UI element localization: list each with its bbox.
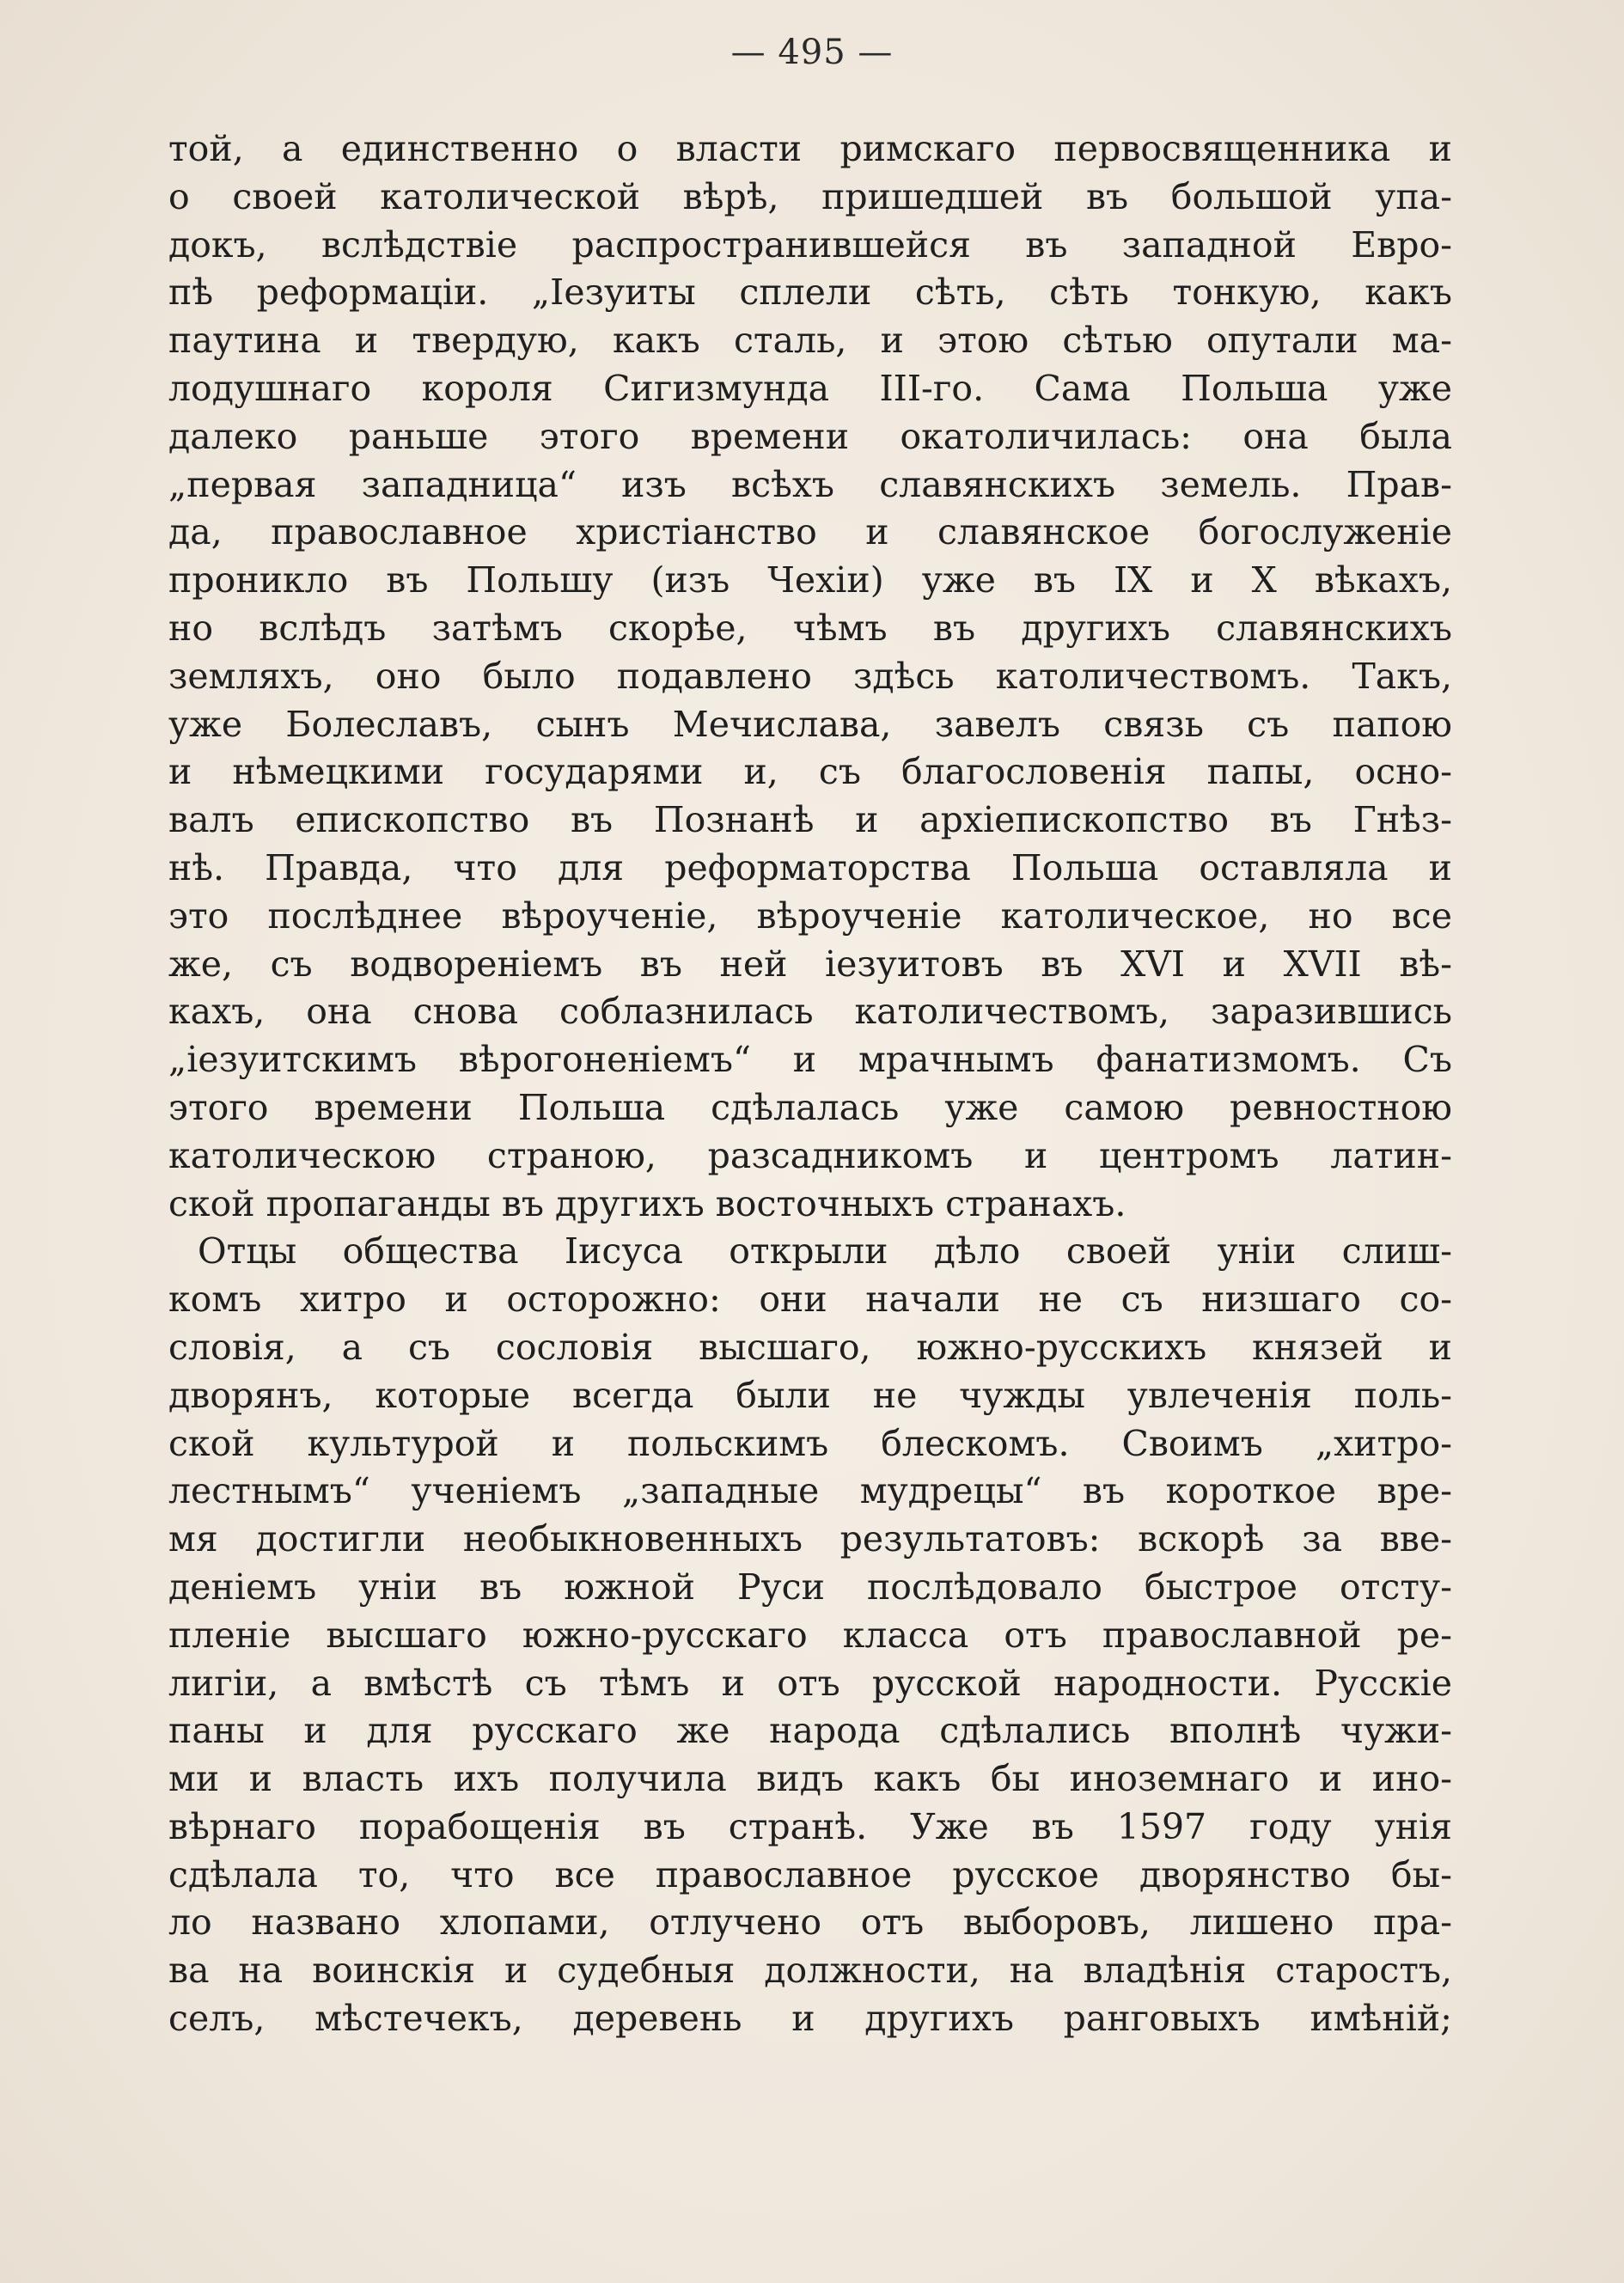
text-line: ми и власть ихъ получила видъ какъ бы иноземнаго и ино- bbox=[168, 1758, 1452, 1800]
text-line: пѣ реформаціи. „Іезуиты сплели сѣть, сѣть тонкую, какъ bbox=[168, 272, 1452, 314]
text-line: католическою страною, разсадникомъ и центромъ латин- bbox=[168, 1134, 1452, 1176]
text-line: валъ епископство въ Познанѣ и архіепископство въ Гнѣз- bbox=[168, 799, 1452, 841]
text-line: ской культурой и польскимъ блескомъ. Своимъ „хитро- bbox=[168, 1422, 1452, 1464]
text-line: но вслѣдъ затѣмъ скорѣе, чѣмъ въ другихъ славянскихъ bbox=[168, 607, 1452, 649]
text-line: ва на воинскія и судебныя должности, на владѣнія старостъ, bbox=[168, 1950, 1452, 1992]
text-line: лигіи, а вмѣстѣ съ тѣмъ и отъ русской народности. Русскіе bbox=[168, 1662, 1452, 1704]
text-line: проникло въ Польшу (изъ Чехіи) уже въ IX и X вѣкахъ, bbox=[168, 559, 1452, 601]
text-line: мя достигли необыкновенныхъ результатовъ: вскорѣ за вве- bbox=[168, 1518, 1452, 1560]
text-line: вѣрнаго порабощенія въ странѣ. Уже въ 1597 году унія bbox=[168, 1805, 1452, 1847]
text-line: это послѣднее вѣроученіе, вѣроученіе католическое, но все bbox=[168, 894, 1452, 937]
text-line: лодушнаго короля Сигизмунда III-го. Сама Польша уже bbox=[168, 367, 1452, 409]
page-number: — 495 — bbox=[730, 33, 894, 72]
text-line: селъ, мѣстечекъ, деревень и другихъ ранговыхъ имѣній; bbox=[168, 1998, 1452, 2040]
text-line: „первая западница“ изъ всѣхъ славянскихъ земель. Прав- bbox=[168, 463, 1452, 505]
paragraph-start-line: Отцы общества Іисуса открыли дѣло своей уніи слиш- bbox=[198, 1230, 1452, 1273]
text-line: нѣ. Правда, что для реформаторства Польша оставляла и bbox=[168, 846, 1452, 888]
text-line: кахъ, она снова соблазнилась католичествомъ, заразившись bbox=[168, 991, 1452, 1033]
text-line: докъ, вслѣдствіе распространившейся въ западной Евро- bbox=[168, 223, 1452, 266]
text-line: о своей католической вѣрѣ, пришедшей въ большой упа- bbox=[168, 175, 1452, 217]
text-line: дворянъ, которые всегда были не чужды увлеченія поль- bbox=[168, 1374, 1452, 1416]
text-line: земляхъ, оно было подавлено здѣсь католичествомъ. Такъ, bbox=[168, 655, 1452, 697]
text-line: словія, а съ сословія высшаго, южно-русскихъ князей и bbox=[168, 1326, 1452, 1368]
text-line: паутина и твердую, какъ сталь, и этою сѣтью опутали ма- bbox=[168, 320, 1452, 362]
text-line: деніемъ уніи въ южной Руси послѣдовало быстрое отсту- bbox=[168, 1566, 1452, 1608]
text-line: сдѣлала то, что все православное русское дворянство бы- bbox=[168, 1853, 1452, 1895]
text-line: уже Болеславъ, сынъ Мечислава, завелъ связь съ папою bbox=[168, 703, 1452, 745]
text-line: далеко раньше этого времени окатоличилась: она была bbox=[168, 415, 1452, 457]
text-line: комъ хитро и осторожно: они начали не съ низшаго со- bbox=[168, 1279, 1452, 1321]
text-line: лестнымъ“ ученіемъ „западные мудрецы“ въ короткое вре- bbox=[168, 1470, 1452, 1512]
text-line: пленіе высшаго южно-русскаго класса отъ православной ре- bbox=[168, 1614, 1452, 1656]
text-line: ло названо хлопами, отлучено отъ выборовъ, лишено пра- bbox=[168, 1901, 1452, 1944]
paragraph-end-line: ской пропаганды въ другихъ восточныхъ странахъ. bbox=[168, 1182, 1126, 1224]
text-line: той, а единственно о власти римскаго первосвященника и bbox=[168, 128, 1452, 169]
text-line: „іезуитскимъ вѣрогоненіемъ“ и мрачнымъ фанатизмомъ. Съ bbox=[168, 1039, 1452, 1081]
text-line: и нѣмецкими государями и, съ благословенія папы, осно- bbox=[168, 751, 1452, 793]
text-line: да, православное христіанство и славянское богослуженіе bbox=[168, 511, 1452, 553]
text-line: этого времени Польша сдѣлалась уже самою ревностною bbox=[168, 1086, 1452, 1128]
text-line: паны и для русскаго же народа сдѣлались вполнѣ чужи- bbox=[168, 1710, 1452, 1752]
body-text bbox=[168, 125, 1452, 2043]
text-line: же, съ водвореніемъ въ ней іезуитовъ въ XVI и XVII вѣ- bbox=[168, 943, 1452, 985]
